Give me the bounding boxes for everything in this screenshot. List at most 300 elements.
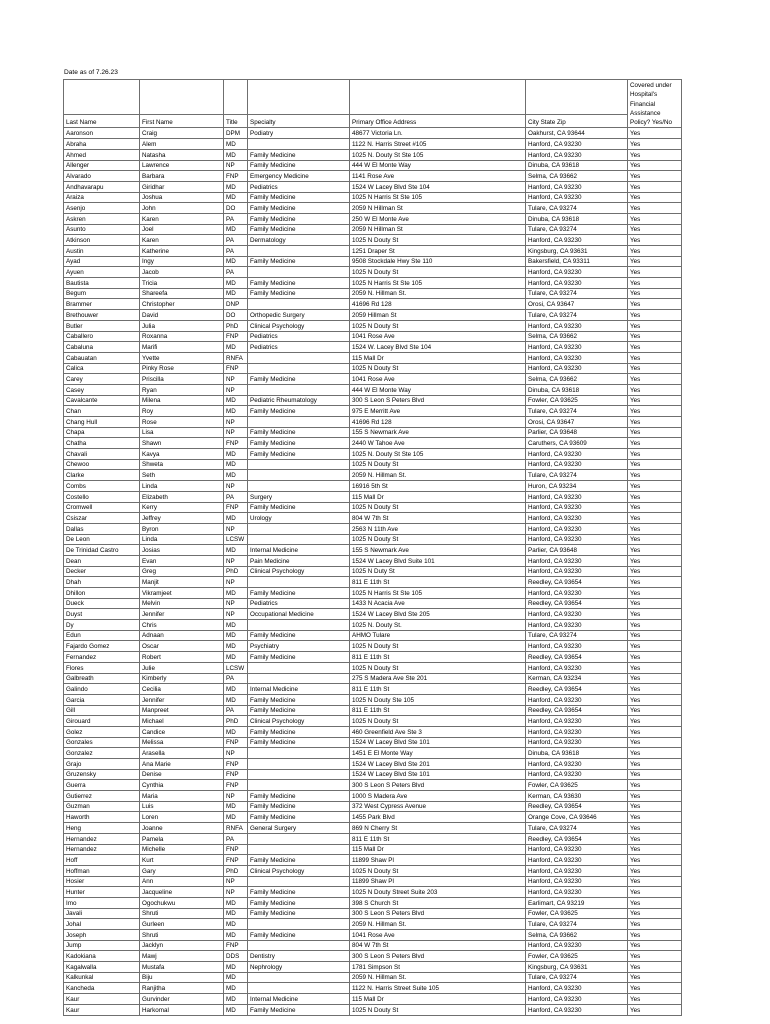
cell-covered: Yes [628,256,682,267]
cell-specialty [248,267,350,278]
table-row [64,481,682,492]
cell-last-name: Caballero [64,331,140,342]
cell-first-name: Greg [140,566,224,577]
cell-city-state-zip: Hanford, CA 93230 [526,609,628,620]
cell-covered: Yes [628,609,682,620]
cell-covered: Yes [628,513,682,524]
table-row [64,652,682,663]
cell-title: DDS [224,951,248,962]
header-first-name: First Name [140,115,224,128]
cell-specialty: Pediatrics [248,181,350,192]
cell-covered: Yes [628,865,682,876]
cell-last-name: Dy [64,620,140,631]
cell-covered: Yes [628,684,682,695]
cell-address: 1025 N. Douty St Ste 105 [350,149,526,160]
cell-last-name: Girouard [64,716,140,727]
cell-last-name: Golez [64,726,140,737]
cell-specialty: Family Medicine [248,737,350,748]
cell-address: 1041 Rose Ave [350,331,526,342]
cell-last-name: Chatha [64,438,140,449]
cell-title: PhD [224,865,248,876]
cell-address: 460 Greenfield Ave Ste 3 [350,726,526,737]
cell-first-name: Julia [140,320,224,331]
cell-last-name: Askren [64,213,140,224]
cell-last-name: Garcia [64,694,140,705]
cell-specialty [248,620,350,631]
cell-city-state-zip: Hanford, CA 93230 [526,320,628,331]
cell-title: PhD [224,566,248,577]
cell-covered: Yes [628,759,682,770]
cell-specialty: Pediatrics [248,598,350,609]
cell-first-name: Ana Marie [140,759,224,770]
cell-address: 275 S Madera Ave Ste 201 [350,673,526,684]
cell-covered: Yes [628,545,682,556]
cell-city-state-zip: Hanford, CA 93230 [526,267,628,278]
table-row [64,908,682,919]
cell-first-name: Gurleen [140,919,224,930]
cell-city-state-zip: Orosi, CA 93647 [526,299,628,310]
cell-city-state-zip: Selma, CA 93662 [526,374,628,385]
cell-last-name: Hoffman [64,865,140,876]
cell-last-name: Costello [64,491,140,502]
cell-address: 444 W El Monte Way [350,160,526,171]
cell-specialty: Family Medicine [248,694,350,705]
table-row [64,801,682,812]
table-row [64,449,682,460]
cell-first-name: Ogochukwu [140,897,224,908]
cell-specialty [248,759,350,770]
cell-covered: Yes [628,278,682,289]
cell-city-state-zip: Hanford, CA 93230 [526,865,628,876]
cell-covered: Yes [628,694,682,705]
cell-covered: Yes [628,962,682,973]
cell-last-name: Alvarado [64,171,140,182]
table-row [64,555,682,566]
provider-table [63,79,682,1016]
cell-covered: Yes [628,246,682,257]
cell-covered: Yes [628,502,682,513]
cell-address: 1141 Rose Ave [350,171,526,182]
cell-city-state-zip: Dinuba, CA 93618 [526,384,628,395]
cell-first-name: Katherine [140,246,224,257]
cell-city-state-zip: Hanford, CA 93230 [526,716,628,727]
cell-first-name: Cynthia [140,780,224,791]
table-row [64,791,682,802]
cell-city-state-zip: Hanford, CA 93230 [526,352,628,363]
cell-specialty [248,352,350,363]
cell-specialty: Pediatric Rheumatology [248,395,350,406]
cell-specialty: Family Medicine [248,192,350,203]
cell-specialty: Family Medicine [248,588,350,599]
cell-address: 2563 N 11th Ave [350,523,526,534]
cell-city-state-zip: Selma, CA 93662 [526,930,628,941]
cell-last-name: Araiza [64,192,140,203]
cell-city-state-zip: Tulare, CA 93274 [526,224,628,235]
table-row [64,352,682,363]
cell-specialty [248,876,350,887]
cell-covered: Yes [628,213,682,224]
cell-address: 1524 W Lacey Blvd Ste 205 [350,609,526,620]
cell-city-state-zip: Hanford, CA 93230 [526,534,628,545]
cell-first-name: Melvin [140,598,224,609]
table-row [64,160,682,171]
cell-city-state-zip: Hanford, CA 93230 [526,855,628,866]
cell-first-name: Jennifer [140,694,224,705]
cell-city-state-zip: Tulare, CA 93274 [526,972,628,983]
cell-address: 115 Mall Dr [350,844,526,855]
cell-covered: Yes [628,930,682,941]
cell-specialty: Clinical Psychology [248,320,350,331]
cell-address: 1524 W Lacey Blvd Ste 101 [350,769,526,780]
header-cell-blank [224,80,248,115]
cell-covered: Yes [628,940,682,951]
cell-title: MD [224,812,248,823]
cell-city-state-zip: Dinuba, CA 93618 [526,160,628,171]
cell-title: FNP [224,171,248,182]
cell-specialty: Clinical Psychology [248,716,350,727]
cell-city-state-zip: Parlier, CA 93648 [526,427,628,438]
cell-address: 1025 N Douty St [350,363,526,374]
cell-covered: Yes [628,363,682,374]
cell-last-name: Duyst [64,609,140,620]
cell-address: 804 W 7th St [350,513,526,524]
cell-address: 1025 N Douty St [350,235,526,246]
cell-title: MD [224,962,248,973]
cell-title: FNP [224,737,248,748]
cell-first-name: Lisa [140,427,224,438]
cell-specialty: Pain Medicine [248,555,350,566]
cell-specialty: Family Medicine [248,149,350,160]
cell-address: 155 S Newmark Ave [350,427,526,438]
cell-first-name: Milena [140,395,224,406]
cell-specialty: Family Medicine [248,213,350,224]
cell-title: MD [224,641,248,652]
cell-city-state-zip: Tulare, CA 93274 [526,310,628,321]
cell-title: PA [224,673,248,684]
cell-covered: Yes [628,1004,682,1015]
cell-last-name: Austin [64,246,140,257]
cell-covered: Yes [628,620,682,631]
cell-city-state-zip: Hanford, CA 93230 [526,278,628,289]
header-address: Primary Office Address [350,115,526,128]
table-row [64,897,682,908]
cell-city-state-zip: Hanford, CA 93230 [526,235,628,246]
cell-title: MD [224,930,248,941]
table-row [64,438,682,449]
header-cell-blank [526,80,628,115]
table-row [64,502,682,513]
cell-title: MD [224,726,248,737]
cell-city-state-zip: Hanford, CA 93230 [526,887,628,898]
table-row [64,1004,682,1015]
table-row [64,203,682,214]
cell-city-state-zip: Hanford, CA 93230 [526,662,628,673]
cell-title: DO [224,203,248,214]
cell-city-state-zip: Reedley, CA 93654 [526,705,628,716]
cell-title: NP [224,427,248,438]
cell-city-state-zip: Hanford, CA 93230 [526,726,628,737]
table-row [64,716,682,727]
cell-first-name: Oscar [140,641,224,652]
cell-title: MD [224,278,248,289]
cell-specialty [248,459,350,470]
cell-covered: Yes [628,908,682,919]
cell-first-name: Karen [140,213,224,224]
cell-address: 2059 N. Hillman St. [350,972,526,983]
cell-title: PhD [224,320,248,331]
cell-covered: Yes [628,320,682,331]
cell-first-name: Elizabeth [140,491,224,502]
table-row [64,235,682,246]
table-row [64,374,682,385]
cell-last-name: Atkinson [64,235,140,246]
cell-city-state-zip: Hanford, CA 93230 [526,641,628,652]
cell-specialty: Family Medicine [248,897,350,908]
cell-first-name: Kurt [140,855,224,866]
cell-first-name: Craig [140,128,224,139]
cell-city-state-zip: Kerman, CA 93234 [526,673,628,684]
cell-last-name: Gruzensky [64,769,140,780]
cell-specialty: Family Medicine [248,930,350,941]
cell-last-name: De Leon [64,534,140,545]
cell-title: LCSW [224,534,248,545]
cell-title: FNP [224,759,248,770]
cell-covered: Yes [628,780,682,791]
cell-covered: Yes [628,427,682,438]
cell-specialty: Internal Medicine [248,545,350,556]
cell-first-name: Jacqueline [140,887,224,898]
cell-last-name: Abraha [64,139,140,150]
cell-first-name: Harkomal [140,1004,224,1015]
cell-city-state-zip: Hanford, CA 93230 [526,737,628,748]
table-row [64,780,682,791]
cell-city-state-zip: Hanford, CA 93230 [526,449,628,460]
cell-city-state-zip: Fowler, CA 93625 [526,395,628,406]
cell-address: 1025 N Douty St [350,459,526,470]
table-row [64,588,682,599]
cell-first-name: Shruti [140,908,224,919]
cell-first-name: Roxanna [140,331,224,342]
table-row [64,128,682,139]
table-row [64,769,682,780]
cell-last-name: Chewoo [64,459,140,470]
cell-last-name: Begum [64,288,140,299]
cell-last-name: Hernandez [64,844,140,855]
cell-first-name: Joanne [140,823,224,834]
cell-first-name: Christopher [140,299,224,310]
cell-covered: Yes [628,919,682,930]
cell-city-state-zip: Tulare, CA 93274 [526,823,628,834]
table-row [64,139,682,150]
cell-address: 115 Mall Dr [350,352,526,363]
header-spacer-row [64,80,682,115]
cell-title: MD [224,449,248,460]
cell-title: LCSW [224,662,248,673]
cell-address: 2059 Hillman St [350,310,526,321]
table-row [64,887,682,898]
cell-city-state-zip: Hanford, CA 93230 [526,502,628,513]
cell-city-state-zip: Parlier, CA 93648 [526,545,628,556]
cell-last-name: Kagalwalla [64,962,140,973]
cell-city-state-zip: Dinuba, CA 93618 [526,748,628,759]
cell-specialty: Urology [248,513,350,524]
cell-specialty: Family Medicine [248,908,350,919]
cell-title: MD [224,192,248,203]
cell-specialty: Family Medicine [248,791,350,802]
cell-title: MD [224,897,248,908]
cell-covered: Yes [628,897,682,908]
cell-city-state-zip: Earlimart, CA 93219 [526,897,628,908]
cell-first-name: Shareefa [140,288,224,299]
cell-first-name: Linda [140,534,224,545]
cell-specialty: Internal Medicine [248,994,350,1005]
cell-address: 1025 N Douty Ste 105 [350,694,526,705]
table-row [64,748,682,759]
cell-title: NP [224,417,248,428]
table-body [64,128,682,1015]
cell-first-name: Cecilia [140,684,224,695]
cell-covered: Yes [628,470,682,481]
cell-city-state-zip: Hanford, CA 93230 [526,759,628,770]
cell-title: MD [224,908,248,919]
cell-title: DO [224,310,248,321]
table-row [64,844,682,855]
cell-specialty: General Surgery [248,823,350,834]
cell-title: MD [224,513,248,524]
cell-last-name: Ahmed [64,149,140,160]
header-cell-blank [350,80,526,115]
table-row [64,962,682,973]
cell-address: 804 W 7th St [350,940,526,951]
table-row [64,812,682,823]
cell-city-state-zip: Hanford, CA 93230 [526,523,628,534]
cell-specialty: Dentistry [248,951,350,962]
cell-covered: Yes [628,876,682,887]
cell-address: 41696 Rd 128 [350,299,526,310]
cell-specialty [248,748,350,759]
cell-address: 1455 Park Blvd [350,812,526,823]
table-row [64,470,682,481]
table-row [64,673,682,684]
table-row [64,705,682,716]
cell-address: 115 Mall Dr [350,491,526,502]
cell-last-name: Kaur [64,994,140,1005]
cell-covered: Yes [628,160,682,171]
table-row [64,737,682,748]
cell-city-state-zip: Orosi, CA 93647 [526,417,628,428]
cell-title: MD [224,342,248,353]
table-row [64,940,682,951]
cell-covered: Yes [628,417,682,428]
cell-last-name: Javali [64,908,140,919]
cell-covered: Yes [628,716,682,727]
cell-last-name: Asunto [64,224,140,235]
cell-specialty [248,534,350,545]
cell-title: PA [224,705,248,716]
cell-specialty [248,299,350,310]
cell-title: MD [224,256,248,267]
cell-title: MD [224,588,248,599]
cell-first-name: Vikramjeet [140,588,224,599]
cell-last-name: Andhavarapu [64,181,140,192]
cell-covered: Yes [628,534,682,545]
cell-specialty: Family Medicine [248,801,350,812]
table-row [64,491,682,502]
table-row [64,566,682,577]
cell-city-state-zip: Hanford, CA 93230 [526,555,628,566]
cell-last-name: Cabaluna [64,342,140,353]
table-row [64,213,682,224]
cell-specialty [248,246,350,257]
cell-last-name: Kalkunkal [64,972,140,983]
table-row [64,342,682,353]
cell-covered: Yes [628,951,682,962]
table-row [64,288,682,299]
cell-covered: Yes [628,192,682,203]
cell-city-state-zip: Reedley, CA 93654 [526,598,628,609]
cell-first-name: Shweta [140,459,224,470]
cell-covered: Yes [628,801,682,812]
cell-title: MD [224,972,248,983]
cell-last-name: Hosier [64,876,140,887]
cell-address: 975 E Merritt Ave [350,406,526,417]
cell-city-state-zip: Hanford, CA 93230 [526,566,628,577]
cell-address: 1025 N Douty St [350,534,526,545]
cell-address: 250 W El Monte Ave [350,213,526,224]
cell-last-name: Fernandez [64,652,140,663]
table-row [64,417,682,428]
cell-specialty: Family Medicine [248,438,350,449]
cell-city-state-zip: Hanford, CA 93230 [526,940,628,951]
cell-last-name: Gonzales [64,737,140,748]
cell-first-name: Linda [140,481,224,492]
table-row [64,577,682,588]
cell-title: FNP [224,855,248,866]
table-row [64,876,682,887]
cell-first-name: Ryan [140,384,224,395]
cell-covered: Yes [628,459,682,470]
cell-covered: Yes [628,555,682,566]
cell-last-name: Johal [64,919,140,930]
cell-specialty [248,919,350,930]
cell-address: 1025 N. Douty St Ste 105 [350,449,526,460]
cell-address: 869 N Cherry St [350,823,526,834]
cell-first-name: Manjit [140,577,224,588]
cell-title: PA [224,833,248,844]
cell-first-name: Rose [140,417,224,428]
cell-covered: Yes [628,203,682,214]
cell-city-state-zip: Caruthers, CA 93609 [526,438,628,449]
cell-last-name: Grajo [64,759,140,770]
cell-address: 372 West Cypress Avenue [350,801,526,812]
cell-last-name: Ayuen [64,267,140,278]
table-row [64,972,682,983]
cell-address: 2059 N Hillman St [350,224,526,235]
cell-title: NP [224,481,248,492]
cell-first-name: Lawrence [140,160,224,171]
header-cell-blank [140,80,224,115]
cell-address: 1524 W Lacey Blvd Suite 101 [350,555,526,566]
cell-address: 1433 N Acacia Ave [350,598,526,609]
cell-covered: Yes [628,406,682,417]
table-row [64,684,682,695]
cell-city-state-zip: Reedley, CA 93654 [526,577,628,588]
table-row [64,726,682,737]
cell-city-state-zip: Tulare, CA 93274 [526,919,628,930]
cell-last-name: Bautista [64,278,140,289]
cell-covered: Yes [628,171,682,182]
cell-address: 1025 N Douty St [350,502,526,513]
